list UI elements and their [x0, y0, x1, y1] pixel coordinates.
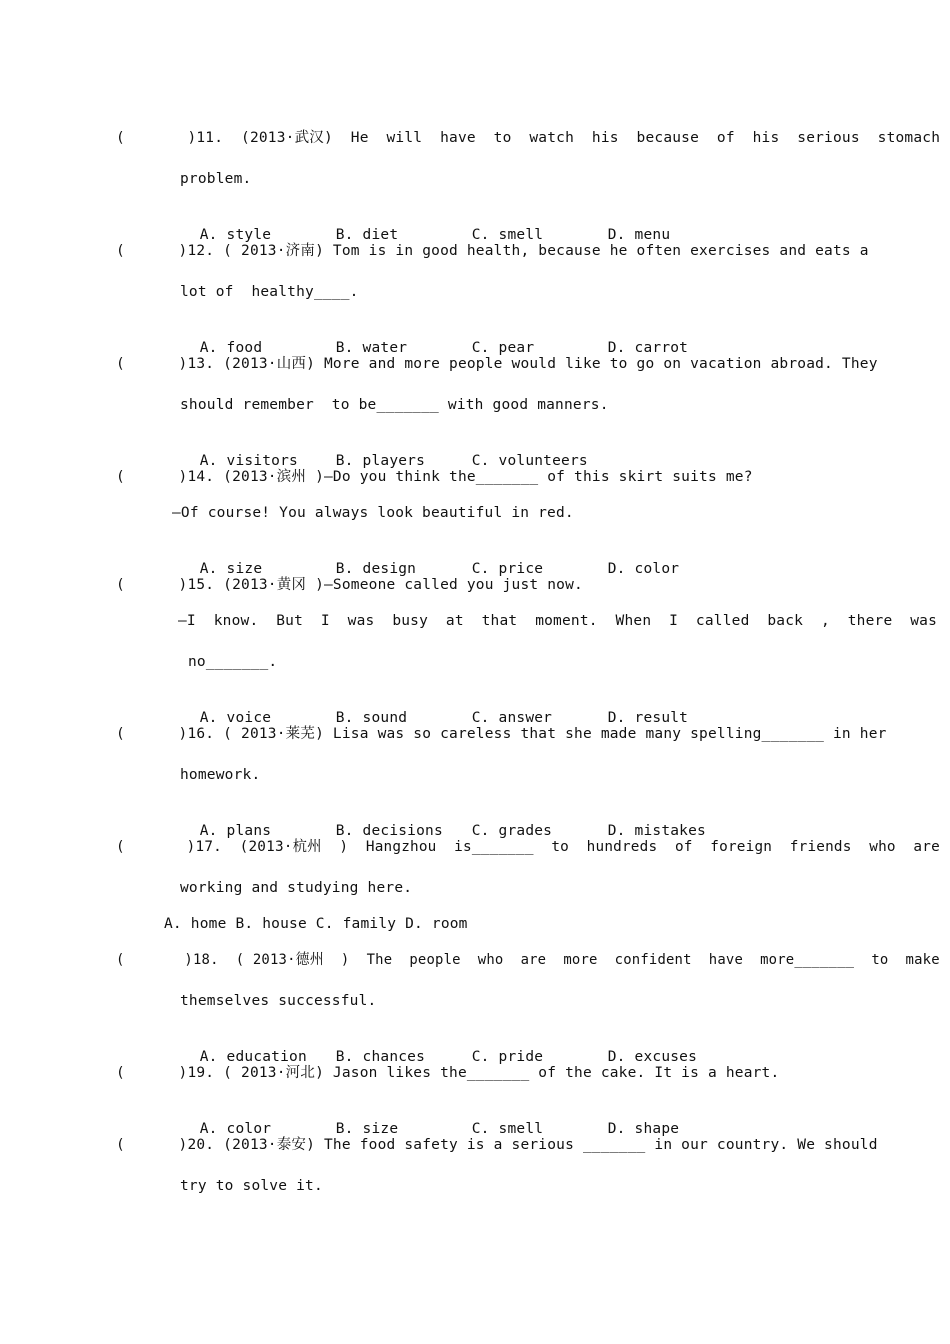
option-b: B. sound [335, 710, 408, 726]
question-12-continuation: lot of healthy____. [180, 284, 359, 300]
option-b: B. diet [335, 227, 399, 243]
question-15-continuation: no_______. [188, 654, 278, 670]
option-a: A. style [199, 227, 272, 243]
option-c: C. pride [471, 1049, 544, 1065]
option-c: C. pear [471, 340, 535, 356]
option-a: A. size [199, 561, 263, 577]
question-16-continuation: homework. [180, 767, 261, 783]
option-a: A. education [199, 1049, 307, 1065]
option-c: C. volunteers [471, 453, 588, 469]
option-b: B. water [335, 340, 408, 356]
option-d: D. excuses [607, 1049, 698, 1065]
option-d: D. menu [607, 227, 671, 243]
question-12-stem: ( )12. ( 2013·济南) Tom is in good health, because he often exercises and eats a [116, 243, 869, 259]
option-c: C. price [471, 561, 544, 577]
option-a: A. voice [199, 710, 272, 726]
option-c: C. answer [471, 710, 553, 726]
question-20-stem: ( )20. (2013·泰安) The food safety is a serious _______ in our country. We should [116, 1137, 878, 1153]
question-17-options: A. home B. house C. family D. room [164, 916, 468, 932]
question-20-continuation: try to solve it. [180, 1178, 323, 1194]
option-d: D. result [607, 710, 689, 726]
option-a: A. visitors [199, 453, 298, 469]
question-11-stem: ( )11. (2013·武汉) He will have to watch his because of his serious stomach [116, 130, 941, 146]
question-17-continuation: working and studying here. [180, 880, 413, 896]
option-b: B. size [335, 1121, 399, 1137]
option-b: B. players [335, 453, 426, 469]
option-a: A. food [199, 340, 263, 356]
option-b: B. decisions [335, 823, 443, 839]
question-15-stem: ( )15. (2013·黄冈 )—Someone called you just now. [116, 577, 583, 593]
option-d: D. color [607, 561, 680, 577]
question-19-stem: ( )19. ( 2013·河北) Jason likes the_______ of the cake. It is a heart. [116, 1065, 780, 1081]
question-18-stem: ( )18. ( 2013·德州 ) The people who are more confident have more_______ to make [116, 952, 940, 968]
question-18-continuation: themselves successful. [180, 993, 377, 1009]
option-c: C. smell [471, 1121, 544, 1137]
option-c: C. smell [471, 227, 544, 243]
question-13-stem: ( )13. (2013·山西) More and more people would like to go on vacation abroad. They [116, 356, 878, 372]
option-b: B. chances [335, 1049, 426, 1065]
question-13-continuation: should remember to be_______ with good manners. [180, 397, 609, 413]
question-11-continuation: problem. [180, 171, 252, 187]
question-16-stem: ( )16. ( 2013·莱芜) Lisa was so careless that she made many spelling_______ in her [116, 726, 887, 742]
question-17-stem: ( )17. (2013·杭州 ) Hangzhou is_______ to hundreds of foreign friends who are [116, 839, 940, 855]
option-b: B. design [335, 561, 417, 577]
question-14-dialog-reply: —Of course! You always look beautiful in red. [172, 505, 574, 521]
option-d: D. mistakes [607, 823, 706, 839]
option-d: D. carrot [607, 340, 689, 356]
question-15-dialog-reply: —I know. But I was busy at that moment. When I called back , there was [178, 613, 938, 629]
option-a: A. color [199, 1121, 272, 1137]
option-a: A. plans [199, 823, 272, 839]
option-c: C. grades [471, 823, 553, 839]
question-14-stem: ( )14. (2013·滨州 )—Do you think the_______ of this skirt suits me? [116, 469, 753, 485]
option-d: D. shape [607, 1121, 680, 1137]
